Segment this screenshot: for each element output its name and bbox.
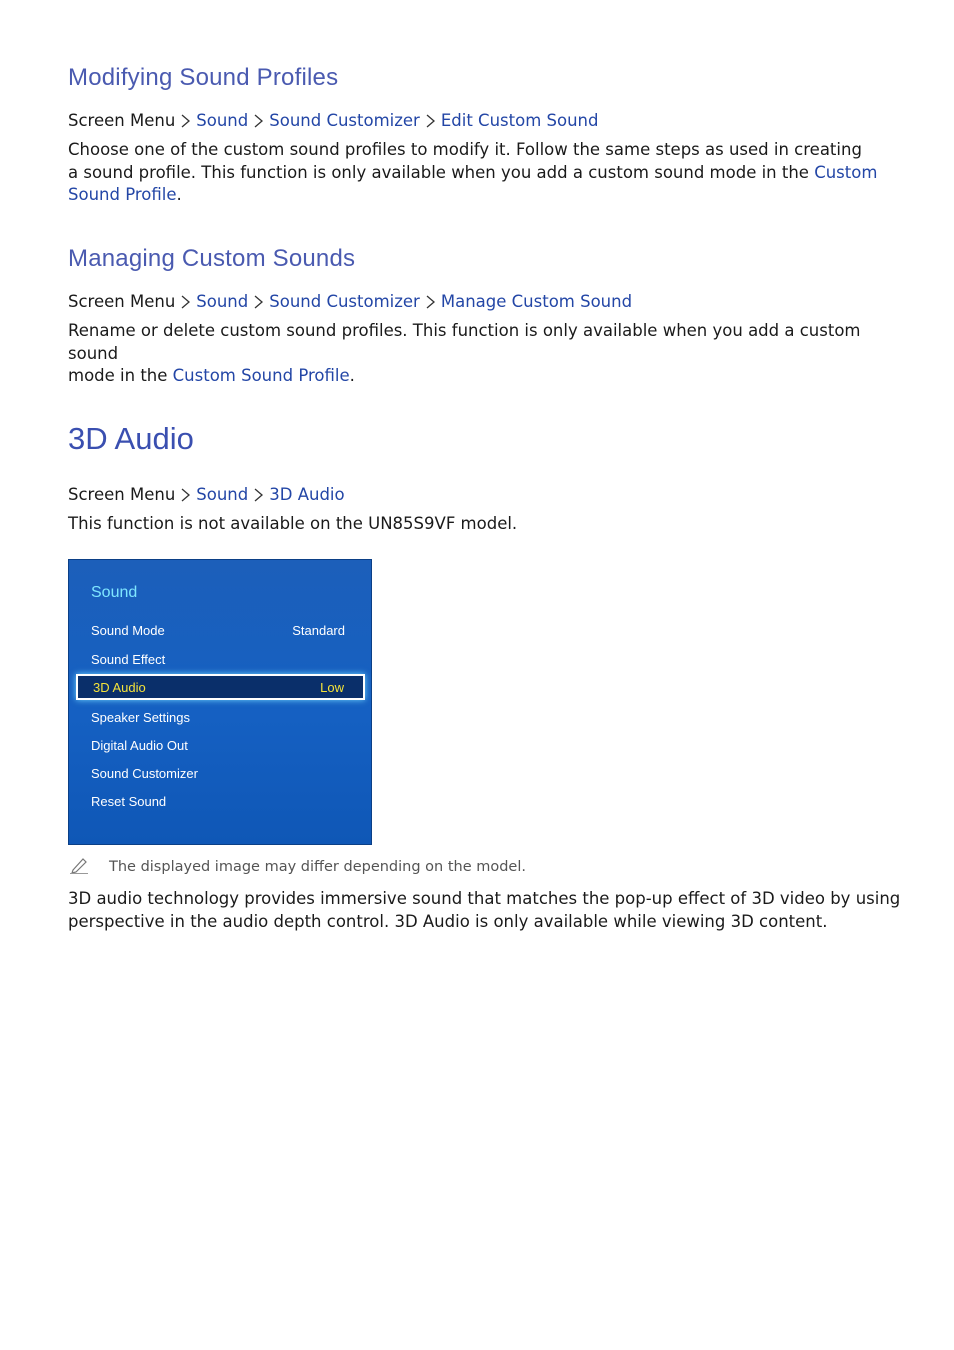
section-body xyxy=(68,320,898,388)
section-body: This function is not available on the UN85S9VF model. xyxy=(68,514,518,533)
menu-title: Sound xyxy=(91,584,138,601)
breadcrumb-item: Screen Menu xyxy=(68,292,176,311)
note-text: The displayed image may differ depending on the model. xyxy=(109,859,526,875)
body-line xyxy=(68,184,877,207)
section-heading-managing: Managing Custom Sounds xyxy=(68,245,356,272)
body-text: . xyxy=(176,185,182,204)
body-line xyxy=(68,162,877,185)
body-text: a sound profile. This function is only available when you add a custom sound mode in the xyxy=(68,162,815,182)
menu-item-label: 3D Audio xyxy=(93,679,146,695)
menu-item-digital-audio-out[interactable] xyxy=(91,734,345,756)
section-heading-3d-audio: 3D Audio xyxy=(68,421,194,456)
breadcrumb xyxy=(68,484,345,507)
section-heading-modifying: Modifying Sound Profiles xyxy=(68,64,339,91)
breadcrumb xyxy=(68,291,632,314)
breadcrumb-link[interactable]: Sound xyxy=(196,111,249,130)
chevron-right-icon xyxy=(180,488,191,502)
breadcrumb-link[interactable]: 3D Audio xyxy=(269,485,345,504)
chevron-right-icon xyxy=(425,114,436,128)
chevron-right-icon xyxy=(425,295,436,309)
body-text: mode in the xyxy=(68,366,173,385)
breadcrumb-link[interactable]: Sound xyxy=(196,485,249,504)
breadcrumb-item: Screen Menu xyxy=(68,111,176,130)
menu-item-label: Sound Mode xyxy=(91,622,165,638)
menu-item-reset-sound[interactable] xyxy=(91,790,345,812)
chevron-right-icon xyxy=(180,295,191,309)
chevron-right-icon xyxy=(180,114,191,128)
breadcrumb-link[interactable]: Sound xyxy=(196,292,249,311)
breadcrumb xyxy=(68,110,598,133)
chevron-right-icon xyxy=(253,295,264,309)
breadcrumb-item: Screen Menu xyxy=(68,485,176,504)
menu-item-label: Speaker Settings xyxy=(91,709,191,725)
body-line: Choose one of the custom sound profiles to modify it. Follow the same steps as used in creating xyxy=(68,140,862,159)
menu-item-label: Sound Effect xyxy=(91,651,166,667)
section-body xyxy=(68,139,877,207)
inline-link[interactable]: Custom xyxy=(814,162,878,182)
tv-sound-menu xyxy=(68,559,372,845)
menu-item-speaker-settings[interactable] xyxy=(91,706,345,728)
menu-item-value: Standard xyxy=(292,622,345,638)
menu-item-sound-mode[interactable] xyxy=(91,619,345,641)
menu-item-label: Sound Customizer xyxy=(91,765,198,781)
menu-item-3d-audio[interactable] xyxy=(76,674,365,700)
body-line: perspective in the audio depth control. 3D Audio is only available while viewing 3D content. xyxy=(68,911,828,931)
inline-link[interactable]: Sound Profile xyxy=(68,185,177,204)
menu-item-label: Digital Audio Out xyxy=(91,737,188,753)
breadcrumb-link[interactable]: Sound Customizer xyxy=(269,292,420,311)
menu-item-label: Reset Sound xyxy=(91,793,167,809)
breadcrumb-link[interactable]: Manage Custom Sound xyxy=(440,292,633,311)
body-text: . xyxy=(349,366,355,385)
body-line xyxy=(68,365,898,388)
menu-item-sound-customizer[interactable] xyxy=(91,762,345,784)
chevron-right-icon xyxy=(253,114,264,128)
chevron-right-icon xyxy=(253,488,264,502)
note xyxy=(68,855,526,879)
inline-link[interactable]: Custom Sound Profile xyxy=(172,366,350,385)
menu-item-value: Low xyxy=(320,679,344,695)
breadcrumb-link[interactable]: Sound Customizer xyxy=(269,111,420,130)
menu-item-sound-effect[interactable] xyxy=(91,648,345,670)
breadcrumb-link[interactable]: Edit Custom Sound xyxy=(440,111,599,130)
pencil-icon xyxy=(68,855,90,879)
final-paragraph xyxy=(68,888,900,933)
body-line: 3D audio technology provides immersive sound that matches the pop-up effect of 3D video by using xyxy=(68,889,901,908)
body-line: Rename or delete custom sound profiles. This function is only available when you add a custom sound xyxy=(68,321,861,363)
